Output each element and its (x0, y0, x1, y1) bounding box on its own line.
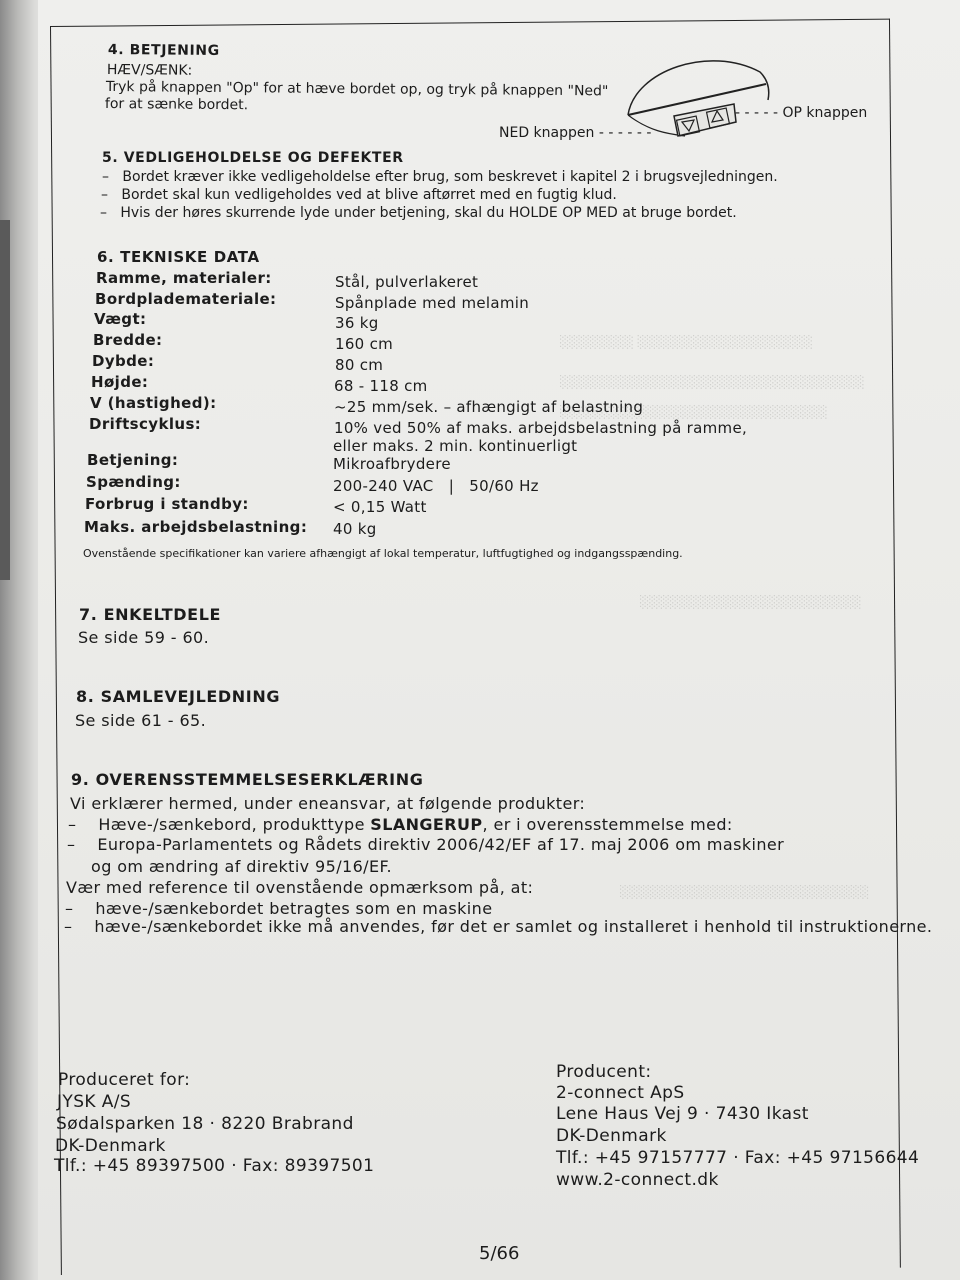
produced-for-phone: Tlf.: +45 89397500 · Fax: 89397501 (54, 1156, 375, 1176)
bleed-through-text: ░░░░░░░░ ░░░░░░░░░░░░░░░░░░░ (560, 335, 813, 349)
spec-label: Spænding: (86, 473, 181, 491)
spec-label: Driftscyklus: (89, 415, 202, 433)
reference-text: Vær med reference til ovenstående opmærksom på, at: (66, 878, 534, 897)
spec-value: 40 kg (333, 520, 377, 538)
section-4-subheading: HÆV/SÆNK: (106, 62, 193, 79)
spec-label: Dybde: (92, 352, 155, 370)
spec-label: Bredde: (93, 331, 163, 349)
list-item: – hæve-/sænkebordet ikke må anvendes, før det er samlet og installeret i henhold til instruktionerne. (64, 917, 933, 936)
directive-text: Europa-Parlamentets og Rådets direktiv 2006/42/EF af 17. maj 2006 om maskiner (97, 835, 785, 854)
spec-value: 80 cm (335, 356, 384, 374)
produced-for-country: DK-Denmark (55, 1136, 166, 1156)
ned-leader-line: - - - - - - (594, 125, 652, 141)
product-type-text-end: , er i overensstemmelse med: (482, 815, 733, 834)
op-leader-line: - - - - - (735, 105, 783, 121)
section-8-heading: 8. SAMLEVEJLEDNING (76, 687, 281, 706)
spec-value: Spånplade med melamin (335, 294, 530, 312)
section-4-line-1: Tryk på knappen "Op" for at hæve bordet op, og tryk på knappen "Ned" (105, 79, 609, 100)
section-7-text: Se side 59 - 60. (78, 628, 210, 647)
spec-value-continued: eller maks. 2 min. kontinuerligt (333, 437, 578, 455)
spec-note: Ovenstående specifikationer kan variere afhængigt af lokal temperatur, luftfugtighed og indgangsspænding. (83, 547, 683, 560)
directive-text-continued: og om ændring af direktiv 95/16/EF. (91, 857, 392, 876)
section-6-heading: 6. TEKNISKE DATA (97, 248, 260, 266)
spec-label: Ramme, materialer: (96, 269, 272, 287)
bleed-through-text: ░░░░░░░░░░░░░░░░░░░░░░░░░░░ (620, 885, 870, 899)
ned-button-callout (499, 125, 651, 141)
spec-label: Vægt: (94, 310, 147, 328)
spec-value: Mikroafbrydere (333, 455, 451, 473)
op-button-label: OP knappen (782, 105, 868, 121)
list-item: – Hvis der høres skurrende lyde under betjening, skal du HOLDE OP MED at bruge bordet. (100, 205, 737, 221)
producer-address: Lene Haus Vej 9 · 7430 Ikast (556, 1104, 809, 1124)
produced-for-address: Sødalsparken 18 · 8220 Brabrand (56, 1114, 354, 1134)
section-9-heading: 9. OVERENSSTEMMELSESERKLÆRING (71, 770, 424, 789)
section-7-heading: 7. ENKELTDELE (79, 605, 222, 624)
spec-value: ~25 mm/sek. – afhængigt af belastning (334, 398, 644, 416)
section-4-line-2: for at sænke bordet. (104, 96, 249, 114)
product-name: SLANGERUP (370, 815, 483, 834)
spec-label: V (hastighed): (90, 394, 217, 412)
section-4-heading: 4. BETJENING (107, 42, 220, 59)
producer-title: Producent: (556, 1062, 652, 1082)
produced-for-company: JYSK A/S (57, 1092, 132, 1112)
spec-label: Bordplademateriale: (95, 290, 277, 308)
spec-label: Højde: (91, 373, 149, 391)
spec-value: 160 cm (335, 335, 394, 353)
spec-value: 68 - 118 cm (334, 377, 428, 395)
produced-for-title: Produceret for: (58, 1070, 191, 1090)
spec-value: < 0,15 Watt (333, 498, 427, 516)
list-item-text: Bordet skal kun vedligeholdes ved at blive aftørret med en fugtig klud. (121, 187, 617, 203)
op-button-callout (735, 105, 867, 121)
list-item-text: Hvis der høres skurrende lyde under betjening, skal du HOLDE OP MED at bruge bordet. (120, 205, 737, 221)
list-item: – hæve-/sænkebordet betragtes som en maskine (65, 899, 493, 918)
spec-value: 36 kg (335, 314, 379, 332)
section-8-text: Se side 61 - 65. (75, 711, 207, 730)
bleed-through-text: ░░░░░░░░░░░░░░░░░░░░░░░░ (640, 595, 862, 609)
list-item: – Hæve-/sænkebord, produkttype SLANGERUP, er i overensstemmelse med: (68, 815, 733, 834)
list-item: – Europa-Parlamentets og Rådets direktiv 2006/42/EF af 17. maj 2006 om maskiner (67, 835, 785, 854)
spec-label: Betjening: (87, 451, 179, 469)
section-5-heading: 5. VEDLIGEHOLDELSE OG DEFEKTER (102, 150, 404, 166)
spec-value: Stål, pulverlakeret (335, 273, 479, 291)
producer-website[interactable]: www.2-connect.dk (556, 1170, 719, 1190)
product-type-text: Hæve-/sænkebord, produkttype (98, 815, 371, 834)
spec-value: 200-240 VAC | 50/60 Hz (333, 477, 539, 495)
list-item: – Bordet kræver ikke vedligeholdelse efter brug, som beskrevet i kapitel 2 i brugsvejledningen. (102, 169, 778, 185)
list-item-text: hæve-/sænkebordet ikke må anvendes, før det er samlet og installeret i henhold til instruktionerne. (94, 917, 933, 936)
list-item-text: Bordet kræver ikke vedligeholdelse efter brug, som beskrevet i kapitel 2 i brugsvejledningen. (122, 169, 778, 185)
bleed-through-text: ░░░░░░░░░░░░░░░░░░░░░░░░░░░░░ (560, 405, 828, 419)
declaration-intro: Vi erklærer hermed, under eneansvar, at følgende produkter: (70, 794, 586, 813)
producer-company: 2-connect ApS (556, 1083, 685, 1103)
spec-value: 10% ved 50% af maks. arbejdsbelastning på ramme, (334, 419, 748, 437)
list-item-text: hæve-/sænkebordet betragtes som en maskine (95, 899, 493, 918)
spec-label: Maks. arbejdsbelastning: (84, 518, 308, 536)
spec-label: Forbrug i standby: (85, 495, 249, 513)
ned-button-label: NED knappen (499, 125, 595, 141)
page-number: 5/66 (479, 1243, 520, 1264)
bleed-through-text: ░░░░░░░░░░░░░░░░░░░░░░░░░░░░░░░░░ (560, 375, 865, 389)
list-item: – Bordet skal kun vedligeholdes ved at blive aftørret med en fugtig klud. (101, 187, 617, 203)
producer-country: DK-Denmark (556, 1126, 667, 1146)
producer-phone: Tlf.: +45 97157777 · Fax: +45 97156644 (556, 1148, 920, 1168)
